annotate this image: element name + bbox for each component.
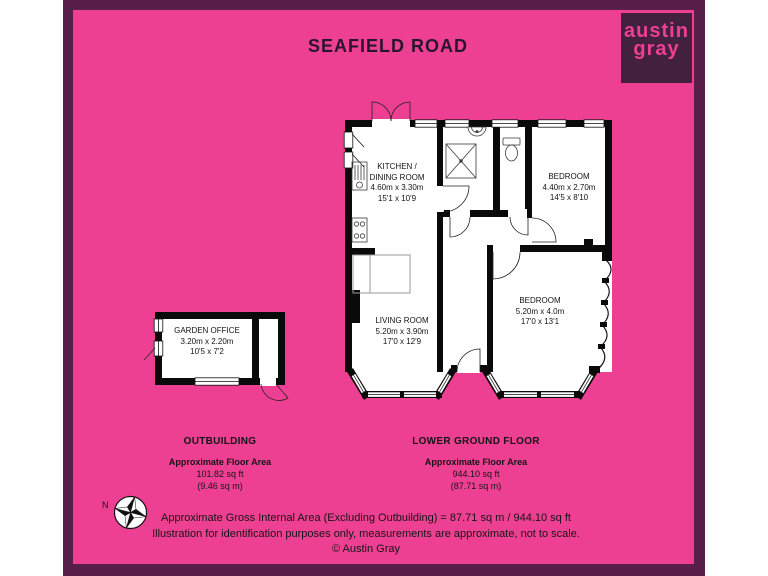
kitchen-name-2: DINING ROOM [369, 172, 425, 182]
lower-ground-sqft: 944.10 sq ft [452, 469, 500, 479]
living-room-metric: 5.20m x 3.90m [375, 326, 429, 336]
garden-office-imperial: 10'5 x 7'2 [190, 347, 224, 356]
footer-disclaimer [56, 511, 676, 558]
outbuilding-sqm: (9.46 sq m) [197, 481, 243, 491]
kitchen-metric: 4.60m x 3.30m [370, 183, 424, 192]
bedroom-lower-metric: 5.20m x 4.0m [515, 306, 565, 316]
lower-ground-title: LOWER GROUND FLOOR [412, 436, 540, 447]
living-room-name: LIVING ROOM [375, 316, 429, 325]
outbuilding-area-block [169, 436, 271, 492]
austin-gray-logo [621, 13, 692, 83]
floor-plan-drawing [140, 90, 630, 410]
bedroom-lower-imperial: 17'0 x 13'1 [520, 317, 560, 326]
kitchen-imperial: 15'1 x 10'9 [377, 193, 417, 203]
logo-line1: austin [624, 20, 689, 42]
bedroom-top-name: BEDROOM [548, 172, 590, 181]
living-room-imperial: 17'0 x 12'9 [382, 337, 422, 346]
footer-line2: Illustration for identification purposes only, measurements are approximate, not to scale. [152, 527, 580, 540]
outbuilding-title: OUTBUILDING [183, 436, 257, 447]
outbuilding-sqft: 101.82 sq ft [196, 469, 244, 479]
page-title: SEAFIELD ROAD [307, 36, 469, 56]
lower-ground-sqm: (87.71 sq m) [450, 481, 502, 491]
kitchen-name-1: KITCHEN / [377, 162, 417, 171]
bedroom-top-label [543, 172, 596, 204]
logo-line2: gray [633, 38, 680, 60]
footer-copyright: © Austin Gray [331, 543, 401, 555]
bedroom-lower-label [516, 296, 564, 328]
garden-office-metric: 3.20m x 2.20m [180, 336, 234, 346]
kitchen-label [369, 162, 424, 204]
garden-office-label [174, 326, 240, 358]
lower-ground-area-block [412, 436, 540, 492]
lower-ground-subtitle: Approximate Floor Area [424, 457, 528, 467]
north-label: N [102, 500, 109, 510]
living-room-label [375, 316, 428, 348]
outbuilding-subtitle: Approximate Floor Area [168, 457, 272, 467]
garden-office-name: GARDEN OFFICE [174, 326, 240, 335]
bedroom-lower-name: BEDROOM [519, 296, 561, 305]
footer-line1: Approximate Gross Internal Area (Excluding Outbuilding) = 87.71 sq m / 944.10 sq ft [161, 512, 571, 524]
bedroom-top-metric: 4.40m x 2.70m [542, 182, 596, 192]
bedroom-top-imperial: 14'5 x 8'10 [549, 193, 589, 202]
